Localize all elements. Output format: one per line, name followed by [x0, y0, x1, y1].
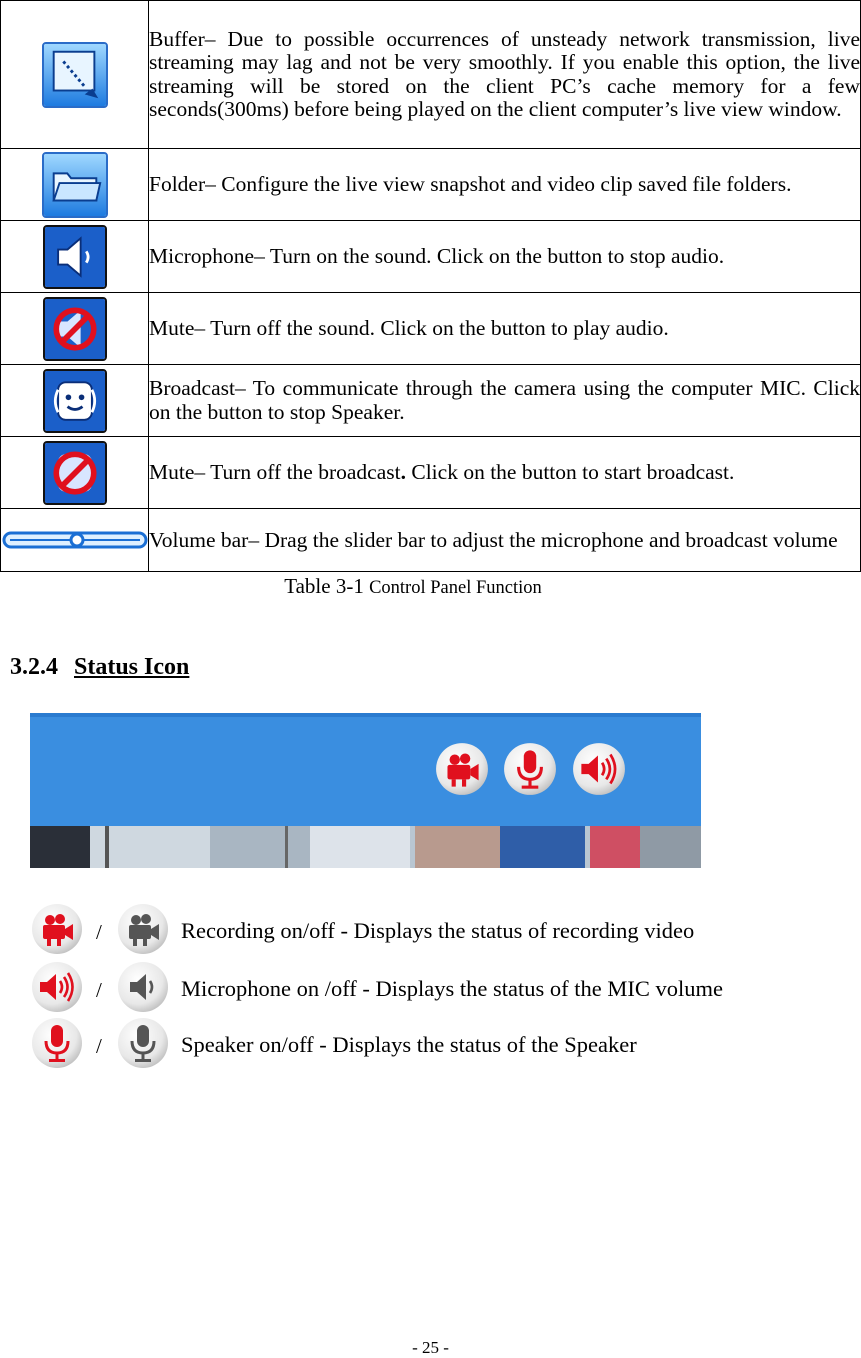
speaker-icon [43, 225, 107, 289]
mute-broadcast-icon [43, 441, 107, 505]
camera-on-icon [30, 902, 84, 956]
table-row [1, 509, 861, 572]
volume-on-icon [30, 960, 84, 1014]
page-number: - 25 - [412, 1338, 449, 1357]
table-row [1, 221, 861, 293]
mute-sound-description: Mute– Turn off the sound. Click on the button to play audio. [149, 293, 861, 365]
mic-off-icon [116, 1016, 170, 1070]
folder-icon [42, 152, 108, 218]
mute-broadcast-description: Mute– Turn off the broadcast. Click on the button to start broadcast. [149, 437, 861, 509]
table-row [1, 293, 861, 365]
table-row [1, 1, 861, 149]
broadcast-icon [43, 369, 107, 433]
status-row-speaker: / Speaker on/off - Displays the status of the Speaker [30, 1016, 830, 1072]
section-heading [10, 654, 189, 681]
camera-status-icon [436, 743, 488, 795]
microphone-description: Microphone– Turn on the sound. Click on the button to stop audio. [149, 221, 861, 293]
volume-off-icon [116, 960, 170, 1014]
section-title: Status Icon [74, 654, 190, 680]
section-number: 3.2.4 [10, 654, 58, 680]
folder-description: Folder– Configure the live view snapshot and video clip saved file folders. [149, 149, 861, 221]
status-description: Recording on/off - Displays the status of recording video [181, 918, 695, 943]
mic-on-icon [30, 1016, 84, 1070]
table-row [1, 365, 861, 437]
status-row-microphone: / Microphone on /off - Displays the status of the MIC volume [30, 960, 830, 1016]
table-caption: Table 3-1 Control Panel Function [284, 574, 542, 598]
table-row [1, 437, 861, 509]
camera-off-icon [116, 902, 170, 956]
mute-sound-icon [43, 297, 107, 361]
broadcast-description: Broadcast– To communicate through the camera using the computer MIC. Click on the button to stop Speaker. [149, 365, 861, 437]
table-row [1, 149, 861, 221]
control-panel-table [0, 0, 861, 572]
buffer-icon [42, 42, 108, 108]
status-row-recording: / Recording on/off - Displays the status of recording video [30, 902, 830, 958]
status-bar-screenshot [30, 713, 701, 868]
volume-status-icon [573, 743, 625, 795]
status-description: Microphone on /off - Displays the status of the MIC volume [181, 976, 724, 1001]
mic-status-icon [504, 743, 556, 795]
volume-bar-description: Volume bar– Drag the slider bar to adjust the microphone and broadcast volume [149, 509, 861, 572]
volume-slider-icon [2, 529, 148, 551]
status-description: Speaker on/off - Displays the status of the Speaker [181, 1032, 637, 1057]
buffer-description: Buffer– Due to possible occurrences of unsteady network transmission, live streaming may lag and not be very smoothly. If you enable this option, the live streaming will be stored on the client PC’s cache memory for a few seconds(300ms) before being played on the client computer’s live view window. [149, 1, 861, 149]
